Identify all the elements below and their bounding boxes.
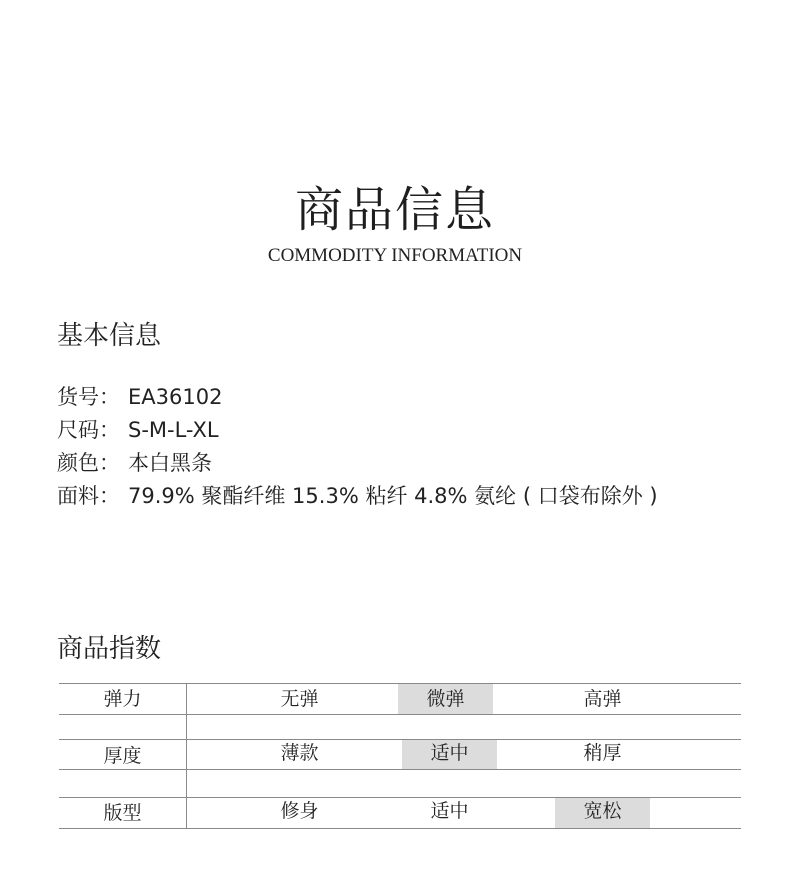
info-row-size xyxy=(57,414,658,447)
page-subtitle: COMMODITY INFORMATION xyxy=(267,245,523,266)
info-value: EA36102 xyxy=(128,385,223,409)
index-option-selected: 适中 xyxy=(402,740,497,769)
info-value: 本白黑条 xyxy=(128,451,212,475)
index-option: 修身 xyxy=(280,800,319,822)
index-label-elasticity: 弹力 xyxy=(103,688,142,710)
basic-info-heading: 基本信息 xyxy=(57,321,162,351)
index-option: 适中 xyxy=(430,800,469,822)
index-option: 薄款 xyxy=(280,742,319,764)
index-option-selected: 宽松 xyxy=(555,798,650,828)
info-value: 79.9% 聚酯纤维 15.3% 粘纤 4.8% 氨纶 ( 口袋布除外 ) xyxy=(128,484,658,508)
info-label: 颜色： xyxy=(57,451,120,475)
info-label: 面料： xyxy=(57,484,120,508)
table-rule xyxy=(59,714,741,715)
table-divider xyxy=(186,683,187,829)
product-index-table xyxy=(59,683,741,829)
product-index-heading: 商品指数 xyxy=(57,634,162,664)
index-option: 稍厚 xyxy=(583,742,622,764)
info-label: 尺码： xyxy=(57,418,120,442)
page-title: 商品信息 xyxy=(294,182,495,238)
info-label: 货号： xyxy=(57,385,120,409)
info-row-color xyxy=(57,447,658,480)
table-rule xyxy=(59,828,741,829)
info-value: S-M-L-XL xyxy=(128,418,219,442)
info-row-fabric xyxy=(57,480,658,513)
info-row-item-number xyxy=(57,381,658,414)
basic-info-list xyxy=(57,381,658,513)
index-label-thickness: 厚度 xyxy=(103,745,142,767)
index-option: 高弹 xyxy=(583,688,622,710)
index-label-fit: 版型 xyxy=(103,802,142,824)
index-option: 无弹 xyxy=(280,688,319,710)
index-option-selected: 微弹 xyxy=(398,684,493,714)
